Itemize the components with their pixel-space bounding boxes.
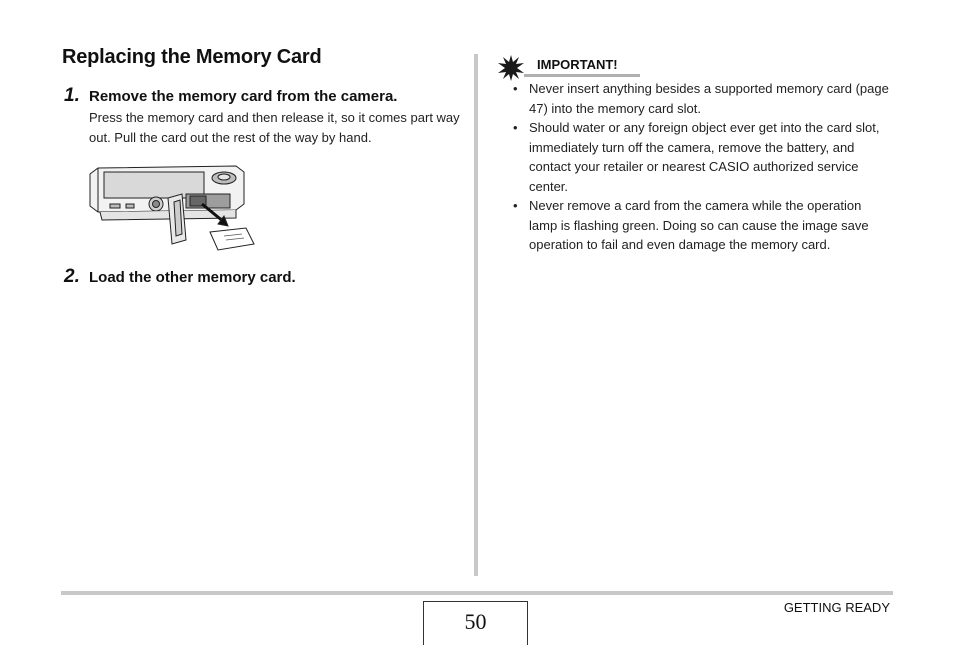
section-label: GETTING READY: [783, 600, 890, 615]
list-item: • Never insert anything besides a supported memory card (page 47) into the memory card slot.: [513, 79, 893, 118]
important-list: [513, 79, 893, 255]
step-1-title: Remove the memory card from the camera.: [89, 88, 398, 105]
step-2-title: Load the other memory card.: [89, 269, 296, 286]
page-number: 50: [423, 601, 528, 645]
starburst-icon: [497, 54, 525, 82]
step-1-number: 1.: [64, 85, 80, 106]
step-1-description: Press the memory card and then release it, so it comes part way out. Pull the card out the rest of the way by hand.: [89, 110, 460, 145]
important-label: IMPORTANT!: [537, 57, 618, 72]
list-item: • Should water or any foreign object ever get into the card slot, immediately turn off the camera, remove the battery, and contact your retailer or nearest CASIO authorized service center.: [513, 118, 893, 196]
important-underline: [524, 74, 640, 77]
footer-rule: [61, 591, 893, 595]
camera-card-removal-illustration: [86, 160, 262, 256]
section-heading: Replacing the Memory Card: [62, 46, 322, 68]
list-item: • Never remove a card from the camera while the operation lamp is flashing green. Doing so can cause the image save operation to fail and even damage the memory card.: [513, 196, 893, 255]
step-2-number: 2.: [64, 266, 80, 287]
column-divider: [474, 54, 478, 576]
